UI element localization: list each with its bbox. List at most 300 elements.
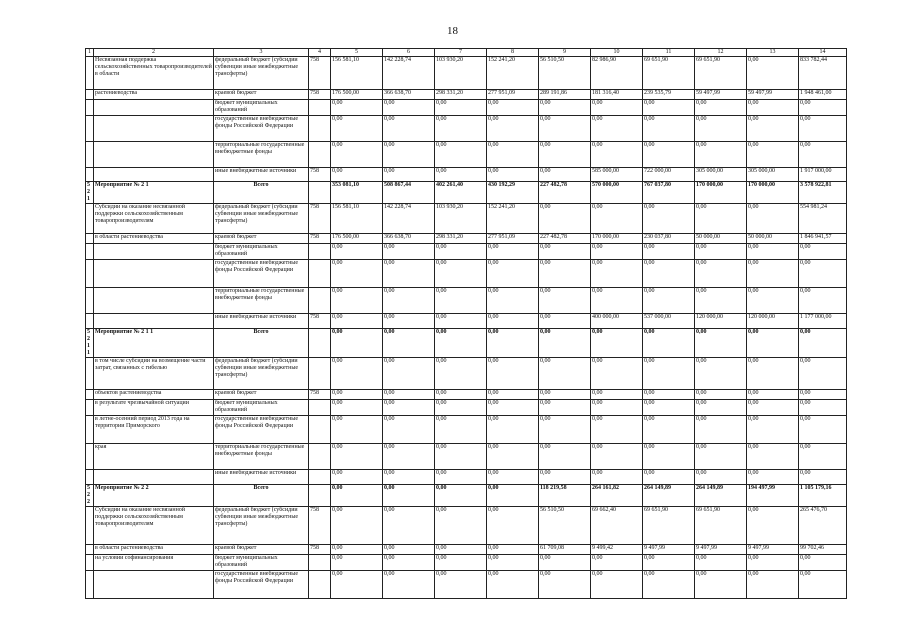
funding-source-cell: краевой бюджет [214, 390, 309, 400]
value-cell: 0,00 [383, 470, 435, 485]
value-cell: 298 331,20 [435, 90, 487, 100]
value-cell: 0,00 [539, 204, 591, 234]
value-cell: 0,00 [747, 244, 799, 260]
description-cell: объектов растениеводства [94, 390, 214, 400]
value-cell: 0,00 [331, 400, 383, 416]
value-cell: 0,00 [331, 507, 383, 545]
value-cell: 0,00 [383, 329, 435, 358]
funding-source-cell: территориальные государственные внебюджетные фонды [214, 288, 309, 314]
value-cell: 0,00 [695, 358, 747, 390]
value-cell: 194 497,99 [747, 485, 799, 507]
value-cell: 0,00 [383, 358, 435, 390]
value-cell: 0,00 [643, 444, 695, 470]
value-cell: 0,00 [383, 100, 435, 116]
grbs-code-cell [309, 260, 331, 288]
funding-source-cell: краевой бюджет [214, 234, 309, 244]
description-cell [94, 116, 214, 142]
value-cell: 50 000,00 [695, 234, 747, 244]
value-cell: 0,00 [643, 400, 695, 416]
value-cell: 142 228,74 [383, 204, 435, 234]
value-cell: 0,00 [487, 314, 539, 329]
value-cell: 0,00 [331, 485, 383, 507]
value-cell: 103 930,20 [435, 204, 487, 234]
item-code-cell [86, 244, 94, 260]
value-cell: 0,00 [643, 329, 695, 358]
value-cell: 0,00 [591, 400, 643, 416]
value-cell: 1 917 000,00 [799, 168, 847, 182]
value-cell: 0,00 [539, 142, 591, 168]
value-cell: 118 219,58 [539, 485, 591, 507]
value-cell: 0,00 [799, 571, 847, 599]
value-cell: 0,00 [487, 545, 539, 555]
header-cell: 1 [86, 49, 94, 57]
value-cell: 0,00 [383, 390, 435, 400]
value-cell: 0,00 [747, 142, 799, 168]
value-cell: 0,00 [591, 260, 643, 288]
value-cell: 0,00 [435, 416, 487, 444]
grbs-code-cell [309, 470, 331, 485]
page-number: 18 [447, 25, 458, 37]
item-code-cell: 5 2 1 1 [86, 329, 94, 358]
funding-source-cell: Всего [214, 182, 309, 204]
value-cell: 0,00 [695, 400, 747, 416]
item-code-cell [86, 260, 94, 288]
value-cell: 0,00 [643, 571, 695, 599]
value-cell: 152 241,20 [487, 204, 539, 234]
value-cell: 0,00 [747, 288, 799, 314]
value-cell: 0,00 [435, 400, 487, 416]
value-cell: 0,00 [799, 416, 847, 444]
description-cell [94, 168, 214, 182]
table-row [86, 288, 847, 314]
header-cell: 6 [383, 49, 435, 57]
table-row [86, 470, 847, 485]
grbs-code-cell [309, 358, 331, 390]
value-cell: 0,00 [695, 100, 747, 116]
value-cell: 56 510,50 [539, 507, 591, 545]
funding-source-cell: федеральный бюджет (субсидии субвенции иные межбюджетные трансферты) [214, 57, 309, 90]
value-cell: 0,00 [591, 444, 643, 470]
value-cell: 0,00 [747, 390, 799, 400]
table-row [86, 260, 847, 288]
item-code-cell [86, 288, 94, 314]
value-cell: 0,00 [747, 571, 799, 599]
value-cell: 0,00 [591, 416, 643, 444]
item-code-cell [86, 234, 94, 244]
funding-source-cell: государственные внебюджетные фонды Российской Федерации [214, 571, 309, 599]
value-cell: 537 000,00 [643, 314, 695, 329]
value-cell: 0,00 [383, 485, 435, 507]
funding-source-cell: государственные внебюджетные фонды Российской Федерации [214, 260, 309, 288]
value-cell: 585 000,00 [591, 168, 643, 182]
value-cell: 0,00 [591, 329, 643, 358]
value-cell: 0,00 [695, 116, 747, 142]
funding-source-cell: бюджет муниципальных образований [214, 100, 309, 116]
table-row [86, 100, 847, 116]
value-cell: 0,00 [591, 571, 643, 599]
description-cell: Мероприятие № 2 1 1 [94, 329, 214, 358]
value-cell: 1 177 000,00 [799, 314, 847, 329]
funding-source-cell: бюджет муниципальных образований [214, 400, 309, 416]
value-cell: 0,00 [487, 244, 539, 260]
value-cell: 430 192,29 [487, 182, 539, 204]
value-cell: 239 535,79 [643, 90, 695, 100]
value-cell: 0,00 [383, 168, 435, 182]
value-cell: 0,00 [487, 168, 539, 182]
description-cell: в результате чрезвычайной ситуации [94, 400, 214, 416]
value-cell: 0,00 [435, 358, 487, 390]
table-row [86, 390, 847, 400]
value-cell: 0,00 [799, 329, 847, 358]
value-cell: 0,00 [643, 416, 695, 444]
header-cell: 4 [309, 49, 331, 57]
value-cell: 0,00 [539, 116, 591, 142]
value-cell: 0,00 [747, 444, 799, 470]
header-cell: 10 [591, 49, 643, 57]
value-cell: 176 500,00 [331, 90, 383, 100]
funding-source-cell: иные внебюджетные источники [214, 314, 309, 329]
value-cell: 0,00 [435, 470, 487, 485]
item-code-cell [86, 314, 94, 329]
grbs-code-cell [309, 400, 331, 416]
description-cell: в том числе субсидии на возмещение части затрат, связанных с гибелью [94, 358, 214, 390]
value-cell: 69 651,90 [695, 57, 747, 90]
value-cell: 0,00 [695, 416, 747, 444]
grbs-code-cell [309, 485, 331, 507]
value-cell: 0,00 [487, 260, 539, 288]
value-cell: 0,00 [643, 470, 695, 485]
grbs-code-cell: 758 [309, 168, 331, 182]
table-header-row [86, 49, 847, 57]
value-cell: 0,00 [383, 555, 435, 571]
value-cell: 264 149,89 [695, 485, 747, 507]
value-cell: 69 651,90 [643, 507, 695, 545]
grbs-code-cell [309, 244, 331, 260]
funding-source-cell: Всего [214, 329, 309, 358]
value-cell: 0,00 [695, 260, 747, 288]
value-cell: 9 499,42 [591, 545, 643, 555]
value-cell: 1 846 941,57 [799, 234, 847, 244]
value-cell: 0,00 [435, 116, 487, 142]
value-cell: 0,00 [331, 555, 383, 571]
value-cell: 0,00 [487, 329, 539, 358]
header-cell: 2 [94, 49, 214, 57]
value-cell: 305 000,00 [747, 168, 799, 182]
table-row [86, 555, 847, 571]
item-code-cell [86, 390, 94, 400]
description-cell: Субсидии на оказание несвязанной поддержки сельскохозяйственным товаропроизводителям [94, 204, 214, 234]
value-cell: 0,00 [435, 555, 487, 571]
value-cell: 0,00 [747, 116, 799, 142]
value-cell: 0,00 [331, 329, 383, 358]
value-cell: 0,00 [539, 168, 591, 182]
value-cell: 0,00 [591, 555, 643, 571]
value-cell: 0,00 [487, 555, 539, 571]
value-cell: 0,00 [643, 116, 695, 142]
funding-source-cell: федеральный бюджет (субсидии субвенции иные межбюджетные трансферты) [214, 358, 309, 390]
description-cell: Мероприятие № 2 1 [94, 182, 214, 204]
value-cell: 0,00 [643, 142, 695, 168]
funding-source-cell: краевой бюджет [214, 90, 309, 100]
item-code-cell [86, 90, 94, 100]
value-cell: 120 000,00 [747, 314, 799, 329]
table-row [86, 244, 847, 260]
description-cell: Несвязанная поддержка сельскохозяйственных товаропроизводителей в области [94, 57, 214, 90]
value-cell: 152 241,20 [487, 57, 539, 90]
value-cell: 0,00 [435, 260, 487, 288]
description-cell: растениеводства [94, 90, 214, 100]
value-cell: 0,00 [591, 390, 643, 400]
value-cell: 230 037,80 [643, 234, 695, 244]
value-cell: 69 662,40 [591, 507, 643, 545]
funding-source-cell: территориальные государственные внебюджетные фонды [214, 142, 309, 168]
value-cell: 0,00 [331, 444, 383, 470]
value-cell: 0,00 [799, 400, 847, 416]
table-row [86, 90, 847, 100]
header-cell: 8 [487, 49, 539, 57]
value-cell: 264 161,82 [591, 485, 643, 507]
item-code-cell [86, 545, 94, 555]
value-cell: 120 000,00 [695, 314, 747, 329]
value-cell: 50 000,00 [747, 234, 799, 244]
value-cell: 59 497,99 [695, 90, 747, 100]
value-cell: 9 497,99 [747, 545, 799, 555]
value-cell: 298 331,20 [435, 234, 487, 244]
table-row [86, 545, 847, 555]
table-row [86, 116, 847, 142]
value-cell: 0,00 [539, 288, 591, 314]
value-cell: 554 981,24 [799, 204, 847, 234]
value-cell: 1 948 461,00 [799, 90, 847, 100]
value-cell: 0,00 [643, 555, 695, 571]
header-cell: 7 [435, 49, 487, 57]
value-cell: 0,00 [695, 329, 747, 358]
value-cell: 0,00 [435, 168, 487, 182]
value-cell: 0,00 [539, 314, 591, 329]
value-cell: 0,00 [383, 400, 435, 416]
value-cell: 0,00 [435, 390, 487, 400]
value-cell: 0,00 [747, 260, 799, 288]
value-cell: 59 497,99 [747, 90, 799, 100]
item-code-cell: 5 2 1 [86, 182, 94, 204]
table-row [86, 329, 847, 358]
grbs-code-cell: 758 [309, 57, 331, 90]
value-cell: 0,00 [643, 390, 695, 400]
item-code-cell [86, 204, 94, 234]
value-cell: 0,00 [539, 444, 591, 470]
value-cell: 0,00 [539, 358, 591, 390]
value-cell: 0,00 [383, 545, 435, 555]
grbs-code-cell: 758 [309, 390, 331, 400]
value-cell: 0,00 [747, 555, 799, 571]
value-cell: 0,00 [539, 260, 591, 288]
item-code-cell [86, 400, 94, 416]
value-cell: 0,00 [435, 507, 487, 545]
value-cell: 0,00 [383, 244, 435, 260]
grbs-code-cell: 758 [309, 204, 331, 234]
value-cell: 0,00 [383, 416, 435, 444]
value-cell: 0,00 [643, 358, 695, 390]
value-cell: 0,00 [799, 260, 847, 288]
value-cell: 0,00 [643, 288, 695, 314]
grbs-code-cell [309, 100, 331, 116]
value-cell: 0,00 [331, 260, 383, 288]
value-cell: 0,00 [487, 507, 539, 545]
value-cell: 0,00 [383, 288, 435, 314]
value-cell: 0,00 [331, 116, 383, 142]
value-cell: 402 261,40 [435, 182, 487, 204]
value-cell: 0,00 [747, 400, 799, 416]
value-cell: 0,00 [487, 470, 539, 485]
value-cell: 0,00 [799, 358, 847, 390]
value-cell: 0,00 [487, 358, 539, 390]
value-cell: 0,00 [331, 470, 383, 485]
description-cell [94, 571, 214, 599]
grbs-code-cell: 758 [309, 234, 331, 244]
value-cell: 0,00 [695, 142, 747, 168]
item-code-cell [86, 555, 94, 571]
grbs-code-cell: 758 [309, 314, 331, 329]
grbs-code-cell [309, 416, 331, 444]
description-cell [94, 142, 214, 168]
value-cell: 0,00 [747, 329, 799, 358]
funding-source-cell: бюджет муниципальных образований [214, 244, 309, 260]
table-row [86, 57, 847, 90]
grbs-code-cell [309, 142, 331, 168]
value-cell: 366 638,70 [383, 90, 435, 100]
table-row [86, 358, 847, 390]
description-cell [94, 244, 214, 260]
value-cell: 0,00 [487, 444, 539, 470]
budget-table [85, 48, 847, 599]
header-cell: 9 [539, 49, 591, 57]
value-cell: 264 149,89 [643, 485, 695, 507]
description-cell [94, 100, 214, 116]
item-code-cell [86, 507, 94, 545]
value-cell: 0,00 [643, 100, 695, 116]
value-cell: 0,00 [799, 142, 847, 168]
grbs-code-cell: 758 [309, 545, 331, 555]
description-cell [94, 470, 214, 485]
item-code-cell [86, 470, 94, 485]
value-cell: 156 581,10 [331, 57, 383, 90]
item-code-cell [86, 416, 94, 444]
value-cell: 0,00 [695, 555, 747, 571]
value-cell: 156 581,10 [331, 204, 383, 234]
table-row [86, 142, 847, 168]
grbs-code-cell: 758 [309, 507, 331, 545]
value-cell: 0,00 [539, 400, 591, 416]
value-cell: 353 081,10 [331, 182, 383, 204]
value-cell: 0,00 [591, 358, 643, 390]
value-cell: 0,00 [487, 400, 539, 416]
table-row [86, 204, 847, 234]
value-cell: 722 000,00 [643, 168, 695, 182]
value-cell: 0,00 [695, 204, 747, 234]
value-cell: 0,00 [695, 244, 747, 260]
description-cell: края [94, 444, 214, 470]
item-code-cell [86, 168, 94, 182]
value-cell: 3 578 922,81 [799, 182, 847, 204]
value-cell: 170 000,00 [695, 182, 747, 204]
value-cell: 103 930,20 [435, 57, 487, 90]
value-cell: 0,00 [539, 329, 591, 358]
value-cell: 9 497,99 [643, 545, 695, 555]
table-row [86, 314, 847, 329]
value-cell: 0,00 [487, 142, 539, 168]
grbs-code-cell [309, 288, 331, 314]
value-cell: 227 482,78 [539, 182, 591, 204]
value-cell: 69 651,90 [643, 57, 695, 90]
value-cell: 0,00 [487, 100, 539, 116]
item-code-cell [86, 142, 94, 168]
value-cell: 0,00 [799, 116, 847, 142]
value-cell: 0,00 [747, 358, 799, 390]
value-cell: 0,00 [331, 288, 383, 314]
value-cell: 0,00 [435, 288, 487, 314]
value-cell: 0,00 [591, 204, 643, 234]
grbs-code-cell [309, 555, 331, 571]
value-cell: 0,00 [487, 390, 539, 400]
value-cell: 0,00 [591, 116, 643, 142]
description-cell [94, 288, 214, 314]
value-cell: 833 782,44 [799, 57, 847, 90]
value-cell: 9 497,99 [695, 545, 747, 555]
grbs-code-cell [309, 329, 331, 358]
value-cell: 0,00 [643, 244, 695, 260]
value-cell: 170 000,00 [591, 234, 643, 244]
value-cell: 0,00 [331, 545, 383, 555]
value-cell: 0,00 [487, 116, 539, 142]
value-cell: 0,00 [487, 485, 539, 507]
value-cell: 0,00 [435, 571, 487, 599]
value-cell: 0,00 [435, 244, 487, 260]
value-cell: 767 037,80 [643, 182, 695, 204]
value-cell: 508 867,44 [383, 182, 435, 204]
value-cell: 0,00 [695, 571, 747, 599]
value-cell: 277 951,09 [487, 234, 539, 244]
grbs-code-cell [309, 182, 331, 204]
value-cell: 0,00 [695, 288, 747, 314]
item-code-cell [86, 571, 94, 599]
value-cell: 0,00 [591, 288, 643, 314]
value-cell: 0,00 [747, 470, 799, 485]
description-cell [94, 260, 214, 288]
value-cell: 0,00 [331, 358, 383, 390]
description-cell [94, 314, 214, 329]
table-row [86, 571, 847, 599]
header-cell: 13 [747, 49, 799, 57]
funding-source-cell: иные внебюджетные источники [214, 168, 309, 182]
header-cell: 14 [799, 49, 847, 57]
table-row [86, 507, 847, 545]
grbs-code-cell [309, 116, 331, 142]
value-cell: 0,00 [331, 100, 383, 116]
value-cell: 0,00 [747, 204, 799, 234]
value-cell: 0,00 [331, 314, 383, 329]
value-cell: 0,00 [695, 470, 747, 485]
value-cell: 0,00 [331, 142, 383, 168]
value-cell: 0,00 [331, 416, 383, 444]
table-row [86, 400, 847, 416]
value-cell: 0,00 [539, 244, 591, 260]
value-cell: 0,00 [539, 416, 591, 444]
value-cell: 366 638,70 [383, 234, 435, 244]
value-cell: 0,00 [799, 470, 847, 485]
value-cell: 0,00 [435, 329, 487, 358]
item-code-cell [86, 358, 94, 390]
value-cell: 0,00 [747, 100, 799, 116]
